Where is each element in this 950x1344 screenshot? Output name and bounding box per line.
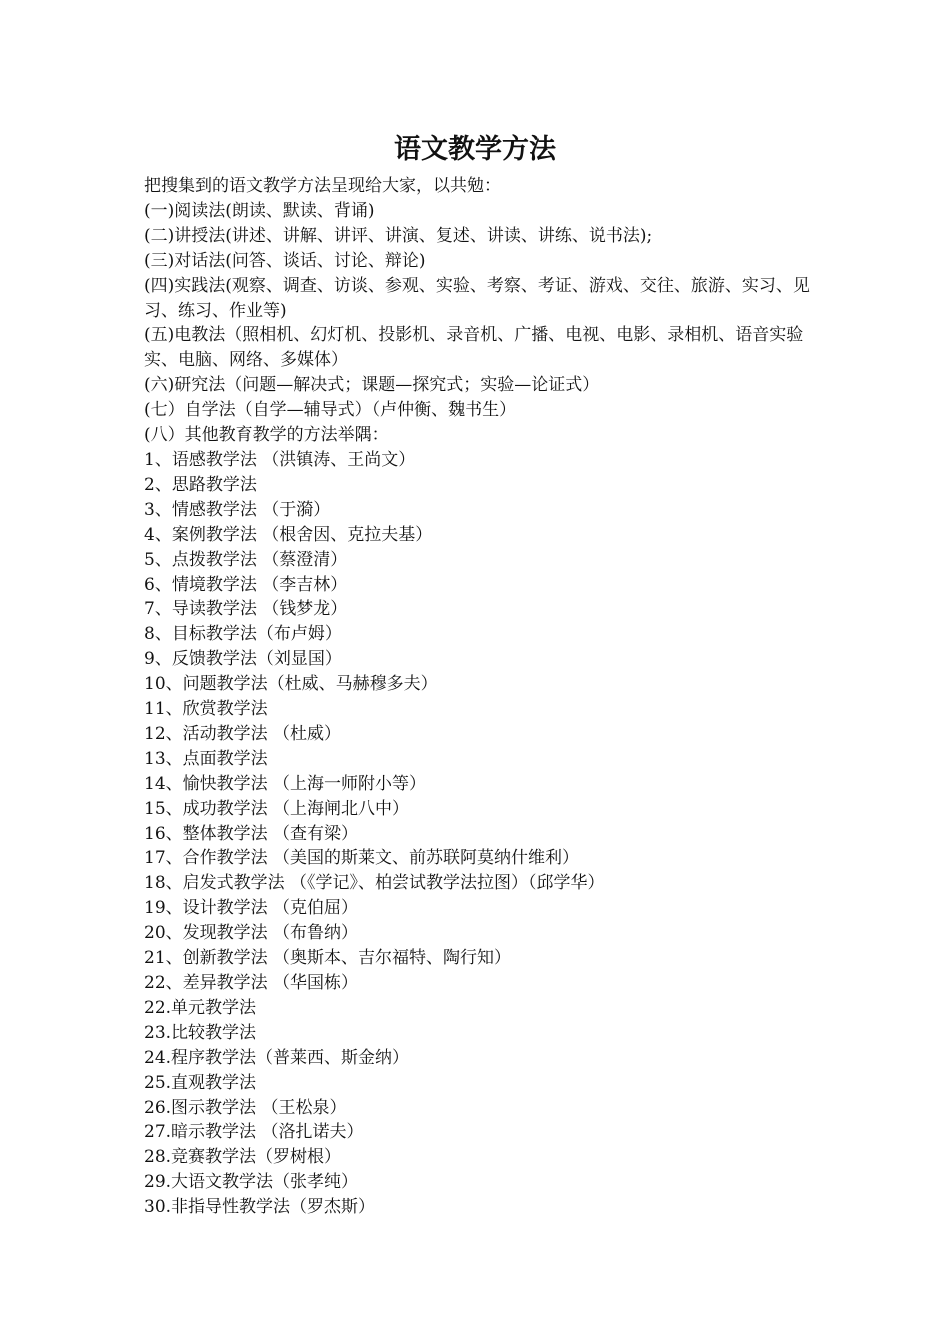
list-item: 21、创新教学法 （奥斯本、吉尔福特、陶行知） [144,948,512,969]
list-item: 9、反馈教学法（刘显国） [144,649,342,670]
document-body [144,174,814,1220]
list-item: 29.大语文教学法（张孝纯） [144,1172,359,1193]
list-item: 22、差异教学法 （华国栋） [144,973,359,993]
list-item: 27.暗示教学法 （洛扎诺夫） [144,1122,364,1143]
list-item: 12、活动教学法 （杜威） [144,723,342,744]
list-item: 11、欣赏教学法 [144,699,268,720]
list-item: 13、点面教学法 [144,748,268,769]
method-category: (三)对话法(问答、谈话、讨论、辩论) [144,250,426,271]
list-item: 19、设计教学法 （克伯屈） [144,898,359,919]
list-item: 6、情境教学法 （李吉林） [144,574,348,595]
list-item: 5、点拨教学法 （蔡澄清） [144,549,348,570]
list-item: 16、整体教学法 （查有梁） [144,823,359,844]
list-item: 7、导读教学法 （钱梦龙） [144,599,348,620]
method-category: (六)研究法（问题—解决式；课题—探究式；实验—论证式） [144,375,600,396]
list-item: 20、发现教学法 （布鲁纳） [144,923,359,944]
list-item: 4、案例教学法 （根舍因、克拉夫基） [144,524,433,545]
method-list [144,448,814,1220]
list-item: 25.直观教学法 [144,1072,257,1093]
document-title: 语文教学方法 [394,134,556,165]
list-item: 26.图示教学法 （王松泉） [144,1097,347,1118]
list-item: 17、合作教学法 （美国的斯莱文、前苏联阿莫纳什维利） [144,848,580,869]
list-item: 18、启发式教学法 （《学记》、柏尝试教学法拉图）（邱学华） [144,873,605,894]
list-item: 8、目标教学法（布卢姆） [144,624,342,645]
list-item: 3、情感教学法 （于漪） [144,499,331,520]
list-item: 1、语感教学法 （洪镇涛、王尚文） [144,449,416,470]
method-category: (五)电教法（照相机、幻灯机、投影机、录音机、广播、电视、电影、录相机、语音实验实、电脑、网络、多媒体） [144,325,804,371]
method-category: (八）其他教育教学的方法举隅： [144,425,389,446]
list-item: 2、思路教学法 [144,474,257,495]
list-item: 30.非指导性教学法（罗杰斯） [144,1197,376,1218]
method-category: (一)阅读法(朗读、默读、背诵) [144,200,375,221]
list-item: 10、问题教学法（杜威、马赫穆多夫） [144,674,438,695]
list-item: 14、愉快教学法 （上海一师附小等） [144,773,427,794]
list-item: 22.单元教学法 [144,997,257,1018]
intro-paragraph: 把搜集到的语文教学方法呈现给大家，以共勉： [144,176,501,196]
list-item: 28.竞赛教学法（罗树根） [144,1147,342,1168]
method-category: (二)讲授法(讲述、讲解、讲评、讲演、复述、讲读、讲练、说书法); [144,225,653,246]
list-item: 15、成功教学法 （上海闸北八中） [144,798,410,819]
method-category: (四)实践法(观察、调查、访谈、参观、实验、考察、考证、游戏、交往、旅游、实习、见习、练习、作业等) [144,275,810,321]
method-category: (七）自学法（自学—辅导式）（卢仲衡、魏书生） [144,400,517,421]
list-item: 23.比较教学法 [144,1022,257,1043]
method-category-list [144,199,814,448]
list-item: 24.程序教学法（普莱西、斯金纳） [144,1047,410,1068]
